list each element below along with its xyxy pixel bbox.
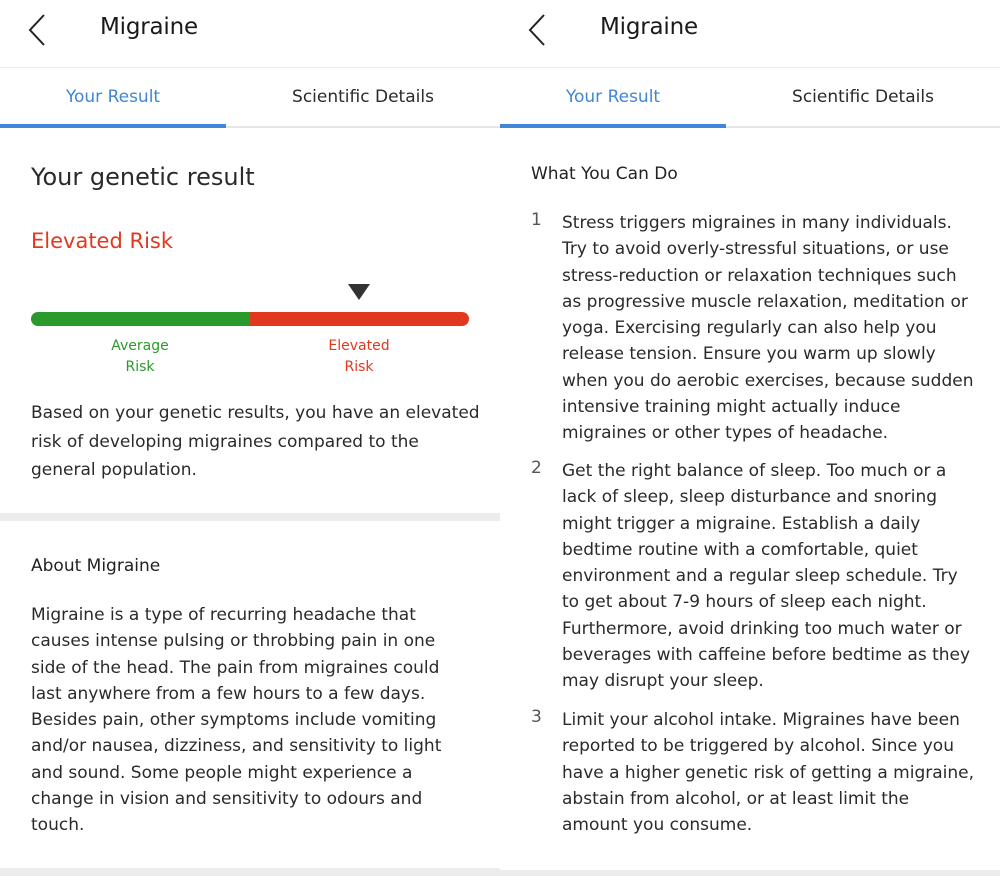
average-risk-segment bbox=[31, 312, 253, 326]
back-button[interactable] bbox=[24, 12, 54, 48]
about-title: About Migraine bbox=[31, 556, 161, 576]
list-text: Get the right balance of sleep. Too much or a lack of sleep, sleep disturbance and snoring might trigger a migraine. Establish a daily bedtime routine with a comfortable, quiet environment and a regular sleep schedule. Try to get about 7-9 hours of sleep each night. Furthermore, avoid drinking too much water or beverages with caffeine before bedtime as they may disrupt your sleep. bbox=[562, 461, 971, 692]
tab-your-result[interactable]: Your Result bbox=[65, 87, 161, 107]
chevron-left-icon bbox=[24, 12, 54, 48]
what-you-can-do-title: What You Can Do bbox=[531, 164, 678, 184]
result-screen-right bbox=[500, 0, 1000, 876]
section-divider bbox=[500, 870, 1000, 876]
tab-scientific-details[interactable]: Scientific Details bbox=[792, 87, 934, 107]
app-bar bbox=[0, 0, 500, 68]
result-description: Based on your genetic results, you have an elevated risk of developing migraines compared to the general population. bbox=[31, 403, 480, 480]
elevated-risk-segment bbox=[250, 312, 469, 326]
section-divider bbox=[0, 868, 500, 876]
list-number: 3 bbox=[531, 707, 542, 727]
tab-bar bbox=[0, 68, 500, 128]
about-body: Migraine is a type of recurring headache that causes intense pulsing or throbbing pain in one side of the head. The pain from migraines could last anywhere from a few hours to a few days. Besides pain, other symptoms include vomiting and/or nausea, dizziness, and sensitivity to light and sound. Some people might experience a change in vision and sensitivity to odours and touch. bbox=[31, 605, 442, 836]
risk-level-label: Elevated Risk bbox=[31, 229, 174, 253]
active-tab-indicator bbox=[0, 124, 226, 128]
list-text: Stress triggers migraines in many individuals. Try to avoid overly-stressful situations, or use stress-reduction or relaxation techniques such as progressive muscle relaxation, meditation or yoga. Exercising regularly can also help you release tension. Ensure you warm up slowly when you do aerobic exercises, because sudden intensive training might actually induce migraines or other types of headache. bbox=[562, 213, 974, 444]
tab-scientific-details[interactable]: Scientific Details bbox=[292, 87, 434, 107]
average-risk-label: Average Risk bbox=[111, 338, 169, 375]
list-number: 2 bbox=[531, 458, 542, 478]
page-title: Migraine bbox=[600, 14, 698, 40]
list-number: 1 bbox=[531, 210, 542, 230]
section-divider bbox=[0, 513, 500, 521]
elevated-risk-label: Elevated Risk bbox=[328, 338, 390, 375]
back-button[interactable] bbox=[524, 12, 554, 48]
triangle-down-icon bbox=[348, 284, 370, 300]
page-title: Migraine bbox=[100, 14, 198, 40]
result-heading: Your genetic result bbox=[31, 163, 255, 191]
chevron-left-icon bbox=[524, 12, 554, 48]
list-text: Limit your alcohol intake. Migraines have been reported to be triggered by alcohol. Since you have a higher genetic risk of getting a migraine, abstain from alcohol, or at least limit the amount you consume. bbox=[562, 710, 975, 836]
active-tab-indicator bbox=[500, 124, 726, 128]
tab-your-result[interactable]: Your Result bbox=[565, 87, 661, 107]
tab-bar bbox=[500, 68, 1000, 128]
app-bar bbox=[500, 0, 1000, 68]
